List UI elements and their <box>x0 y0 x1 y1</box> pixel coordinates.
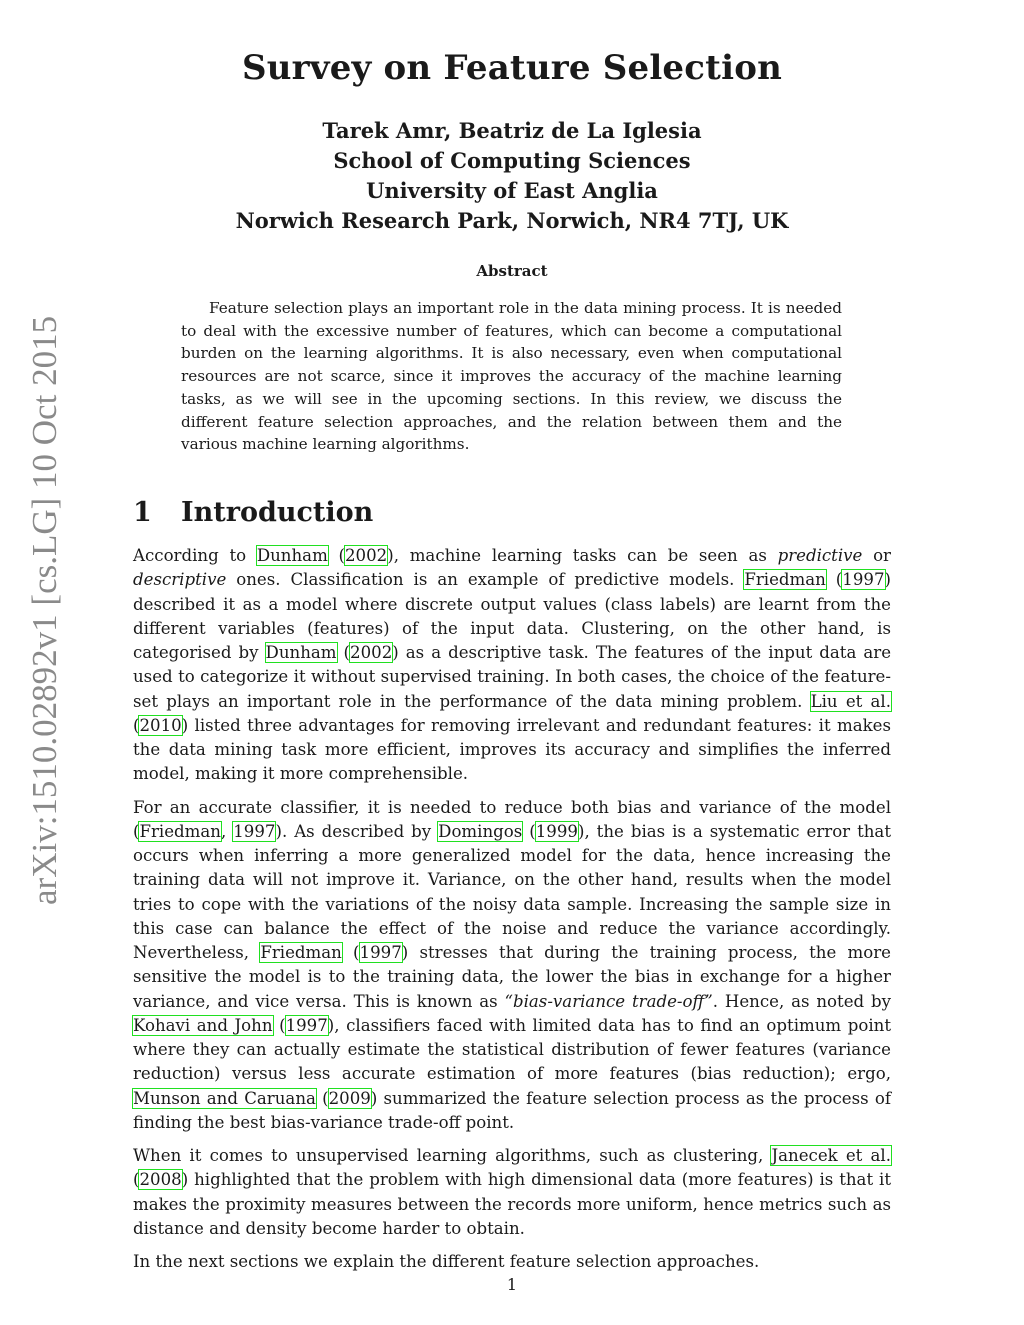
author-university: University of East Anglia <box>366 178 658 203</box>
emphasis: descriptive <box>133 570 227 590</box>
introduction-body <box>133 544 891 1283</box>
section-title: Introduction <box>181 497 374 528</box>
citation-year-link[interactable]: 1997 <box>233 821 276 841</box>
citation-link[interactable]: Domingos <box>438 821 523 841</box>
abstract-heading: Abstract <box>476 262 548 280</box>
citation-link[interactable]: Friedman <box>139 821 221 841</box>
citation-year-link[interactable]: 2008 <box>139 1170 182 1190</box>
citation-link[interactable]: Liu et al. <box>810 691 891 711</box>
citation-year-link[interactable]: 2002 <box>345 546 388 565</box>
citation-year-link[interactable]: 2010 <box>139 715 182 735</box>
paragraph: When it comes to unsupervised learning algorithms, such as clustering, Janecek et al. (2008) highlighted that the problem with high dimensional data (more features) is that it makes the proximity measures between the records more uniform, hence metrics such as distance and density become harder to obtain. <box>133 1146 891 1238</box>
arxiv-identifier-text: arXiv:1510.02892v1 [cs.LG] 10 Oct 2015 <box>25 315 64 905</box>
paper-title: Survey on Feature Selection <box>241 48 782 88</box>
author-school: School of Computing Sciences <box>333 148 691 173</box>
citation-year-link[interactable]: 2009 <box>328 1088 371 1108</box>
emphasis: predictive <box>777 546 863 565</box>
citation-link[interactable]: Friedman <box>744 570 826 590</box>
paragraph: For an accurate classifier, it is needed to reduce both bias and variance of the model (Friedman, 1997). As described by Domingos (1999), the bias is a systematic error that occurs when inferring a more generalized model for the data, hence increasing the training data will not improve it. Variance, on the other hand, results when the model tries to cope with the variations of the noisy data sample. Increasing the sample size in this case can balance the effect of the noise and reduce the variance accordingly. Nevertheless, Friedman (1997) stresses that during the training process, the more sensitive the model is to the training data, the lower the bias in exchange for a higher variance, and vice versa. This is known as “bias-variance trade-off”. Hence, as noted by Kohavi and John (1997), classifiers faced with limited data has to find an optimum point where they can actually estimate the statistical distribution of fewer features (variance reduction) versus less accurate estimation of more features (bias reduction); ergo, Munson and Caruana (2009) summarized the feature selection process as the process of finding the best bias-variance trade-off point. <box>133 797 891 1132</box>
abstract-text: Feature selection plays an important role in the data mining process. It is needed to deal with the excessive number of features, which can become a computational burden on the learning algorithms. It is also necessary, even when computational resources are not scarce, since it improves the accuracy of the machine learning tasks, as we will see in the upcoming sections. In this review, we discuss the different feature selection approaches, and the relation between them and the various machine learning algorithms. <box>181 299 842 454</box>
author-address: Norwich Research Park, Norwich, NR4 7TJ, UK <box>235 208 789 233</box>
citation-link[interactable]: Munson and Caruana <box>133 1088 316 1108</box>
citation-year-link[interactable]: 1999 <box>535 821 578 841</box>
citation-link[interactable]: Kohavi and John <box>133 1015 273 1035</box>
citation-year-link[interactable]: 1997 <box>842 570 885 590</box>
emphasis: “bias-variance trade-off” <box>504 991 713 1011</box>
section-heading <box>133 497 373 528</box>
citation-link[interactable]: Friedman <box>260 943 342 962</box>
citation-link[interactable]: Dunham <box>256 546 328 565</box>
author-block <box>0 116 1024 236</box>
paragraph: According to Dunham (2002), machine learning tasks can be seen as predictive or descriptive ones. Classification is an example of predictive models. Friedman (1997) described it as a model where discrete output values (class labels) are learnt from the different variables (features) of the input data. Clustering, on the other hand, is categorised by Dunham (2002) as a descriptive task. The features of the input data are used to categorize it without supervised training. In both cases, the choice of the feature-set plays an important role in the performance of the data mining problem. Liu et al. (2010) listed three advantages for removing irrelevant and redundant features: it makes the data mining task more efficient, improves its accuracy and simplifies the inferred model, making it more comprehensible. <box>133 546 892 784</box>
citation-link[interactable]: Janecek et al. <box>771 1146 891 1165</box>
page-number: 1 <box>506 1275 518 1294</box>
author-names: Tarek Amr, Beatriz de La Iglesia <box>322 118 702 143</box>
citation-year-link[interactable]: 1997 <box>285 1015 328 1035</box>
paragraph: In the next sections we explain the different feature selection approaches. <box>133 1252 760 1271</box>
citation-link[interactable]: Dunham <box>265 643 337 662</box>
citation-year-link[interactable]: 2002 <box>350 643 393 662</box>
section-number: 1 <box>133 497 152 528</box>
citation-year-link[interactable]: 1997 <box>359 943 402 962</box>
